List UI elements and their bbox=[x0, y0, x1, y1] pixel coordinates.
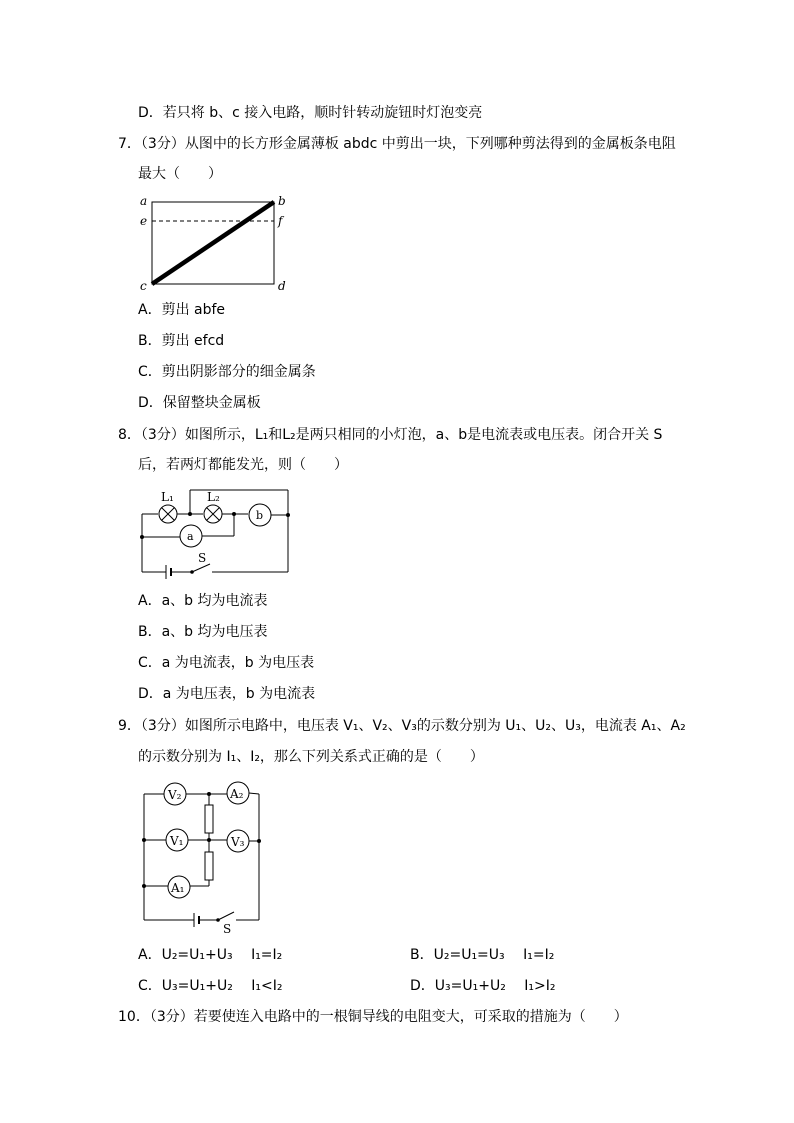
q6-option-d: D．若只将 b、c 接入电路，顺时针转动旋钮时灯泡变亮 bbox=[138, 105, 483, 121]
q9-meter-v1-label: V₁ bbox=[170, 834, 184, 848]
q8-option-b: B．a、b 均为电压表 bbox=[138, 624, 268, 640]
q7-stem-line1: 7．（3分）从图中的长方形金属薄板 abdc 中剪出一块，下列哪种剪法得到的金属板条电阻 bbox=[118, 136, 676, 152]
q8-label-l1: L₁ bbox=[161, 490, 174, 504]
q9-meter-a1-label: A₁ bbox=[171, 881, 185, 895]
q9-option-b: B．U₂=U₁=U₃ I₁=I₂ bbox=[410, 947, 555, 963]
q7-option-c: C．剪出阴影部分的细金属条 bbox=[138, 364, 316, 380]
q7-stem-line2: 最大（ ） bbox=[138, 166, 222, 182]
q8-stem-line2: 后，若两灯都能发光，则（ ） bbox=[138, 457, 348, 473]
q9-stem-line2: 的示数分别为 I₁、I₂，那么下列关系式正确的是（ ） bbox=[138, 749, 484, 765]
q7-option-b: B．剪出 efcd bbox=[138, 333, 225, 349]
q9-meter-a2-label: A₂ bbox=[230, 787, 244, 801]
q7-label-a: a bbox=[140, 194, 148, 208]
q10-stem-line1: 10．（3分）若要使连入电路中的一根铜导线的电阻变大，可采取的措施为（ ） bbox=[118, 1009, 628, 1025]
q7-label-c: c bbox=[140, 279, 147, 293]
q9-meter-v2-label: V₂ bbox=[168, 788, 182, 802]
q7-label-b: b bbox=[278, 194, 286, 208]
q8-option-c: C．a 为电流表，b 为电压表 bbox=[138, 655, 315, 671]
q9-option-a: A．U₂=U₁+U₃ I₁=I₂ bbox=[138, 947, 283, 963]
q9-meter-v3-label: V₃ bbox=[231, 835, 245, 849]
q9-circuit-diagram bbox=[132, 774, 272, 934]
q7-label-d: d bbox=[278, 279, 286, 293]
q8-stem-line1: 8．（3分）如图所示，L₁和L₂是两只相同的小灯泡，a、b是电流表或电压表。闭合开关 S bbox=[118, 427, 663, 443]
q8-label-l2: L₂ bbox=[207, 490, 220, 504]
q7-label-e: e bbox=[140, 214, 148, 228]
q8-switch-label: S bbox=[198, 551, 207, 565]
q8-circuit-diagram bbox=[130, 484, 300, 580]
q7-option-d: D．保留整块金属板 bbox=[138, 395, 261, 411]
q8-meter-b-label: b bbox=[256, 509, 264, 522]
q9-option-d: D．U₃=U₁+U₂ I₁>I₂ bbox=[410, 978, 556, 994]
q9-option-c: C．U₃=U₁+U₂ I₁<I₂ bbox=[138, 978, 283, 994]
q7-metal-plate-figure bbox=[134, 190, 294, 294]
q8-meter-a-label: a bbox=[187, 530, 194, 543]
q8-option-a: A．a、b 均为电流表 bbox=[138, 593, 268, 609]
q7-label-f: f bbox=[278, 214, 283, 228]
q9-stem-line1: 9．（3分）如图所示电路中，电压表 V₁、V₂、V₃的示数分别为 U₁、U₂、U₃，电流表 A₁、A₂ bbox=[118, 718, 686, 734]
q7-option-a: A．剪出 abfe bbox=[138, 302, 226, 318]
q8-option-d: D．a 为电压表，b 为电流表 bbox=[138, 686, 316, 702]
q9-switch-label: S bbox=[223, 922, 232, 934]
